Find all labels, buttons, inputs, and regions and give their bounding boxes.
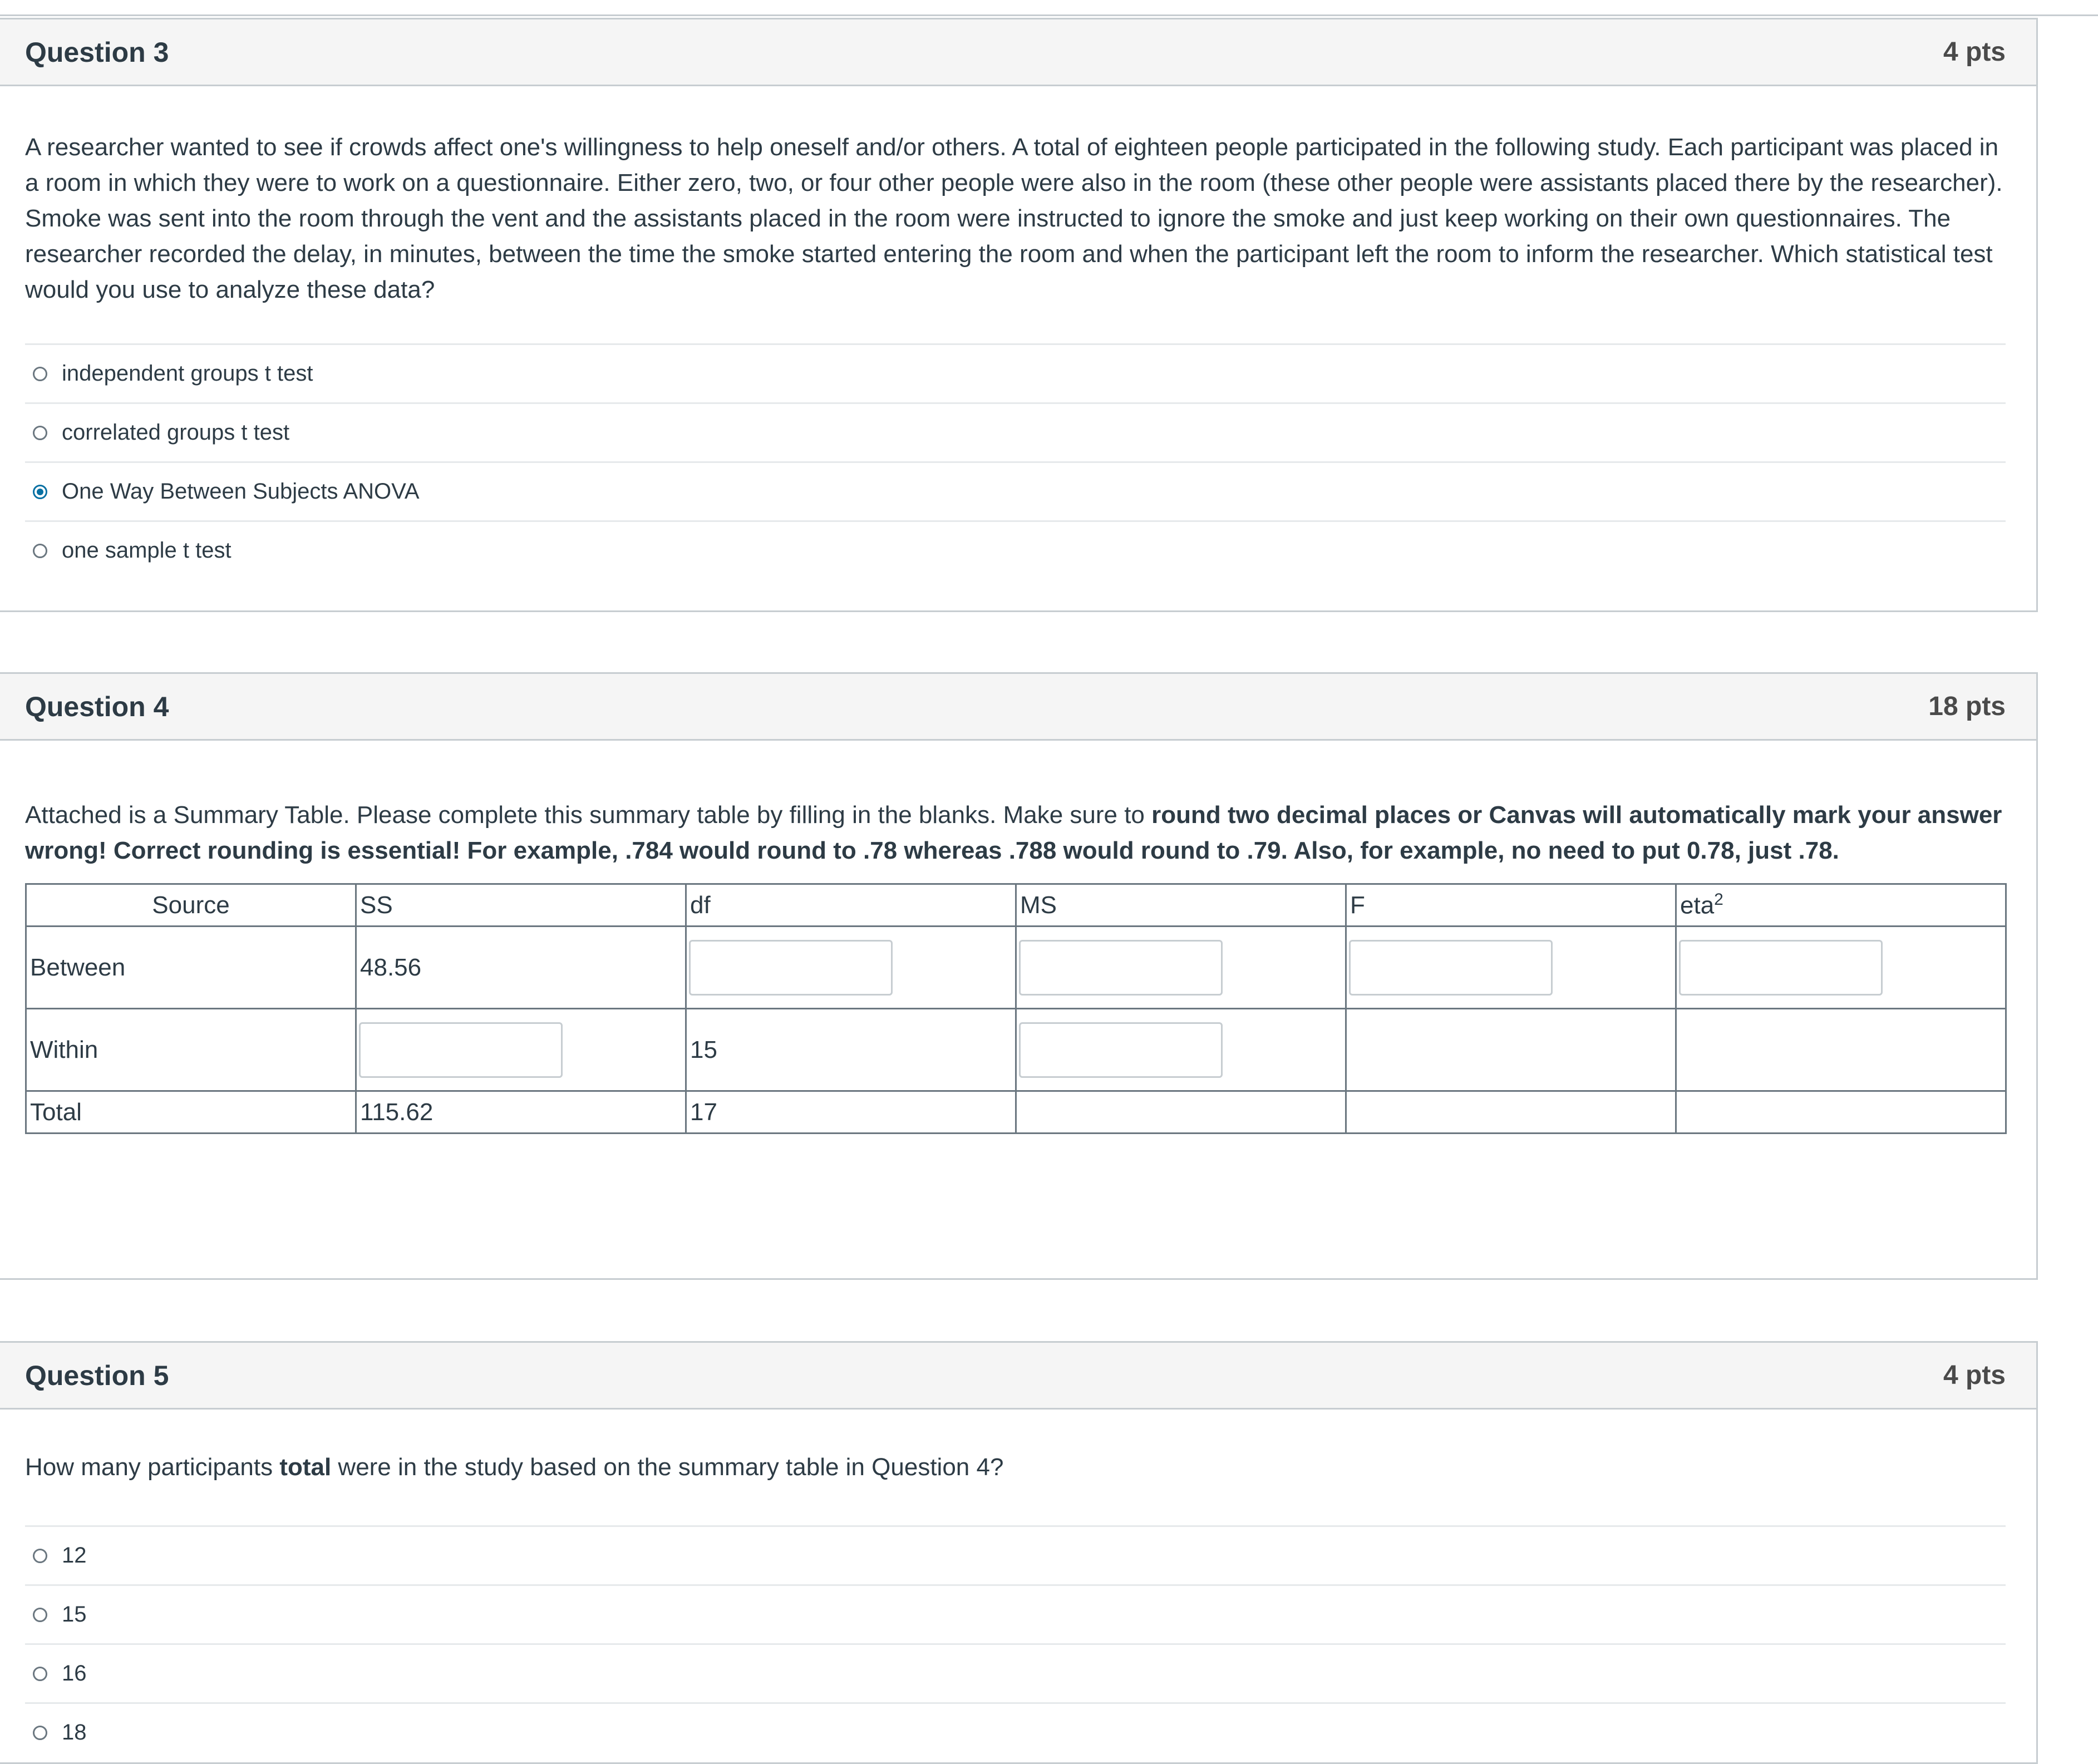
table-row-within (26, 1009, 2006, 1091)
answer-label: One Way Between Subjects ANOVA (62, 479, 420, 504)
cell-value: 115.62 (356, 1091, 686, 1134)
question-title: Question 5 (25, 1359, 169, 1391)
within-ss-input[interactable] (359, 1022, 563, 1078)
answer-option[interactable] (25, 463, 2006, 522)
header-ss: SS (356, 884, 686, 927)
row-label: Within (26, 1009, 356, 1091)
question-text-pre: How many participants (25, 1453, 280, 1481)
header-eta-label: eta (1680, 891, 1715, 919)
cell-empty (1346, 1009, 1676, 1091)
question-text-plain: Attached is a Summary Table. Please complete this summary table by filling in the blanks. Make sure to (25, 801, 1152, 829)
radio-button[interactable] (33, 367, 47, 381)
question-text: A researcher wanted to see if crowds affect one's willingness to help oneself and/or others. A total of eighteen people participated in the following study. Each participant was placed in a room in which they were to work on a questionnaire. Either zero, two, or four other people were also in the room (these other people were assistants placed there by the researcher). Smoke was sent into the room through the vent and the assistants placed in the room were instructed to ignore the smoke and just keep working on their own questionnaires. The researcher recorded the delay, in minutes, between the time the smoke started entering the room and when the participant left the room to inform the researcher. Which statistical test would you use to analyze these data? (25, 134, 2003, 303)
question-title: Question 4 (25, 691, 169, 722)
answer-option[interactable] (25, 1704, 2006, 1761)
cell-blank (1346, 927, 1676, 1009)
header-f: F (1346, 884, 1676, 927)
question-3-header (0, 19, 2036, 86)
answer-label: 16 (62, 1661, 87, 1686)
question-text-bold: round two decimal places or Canvas will automatically mark your answer wrong! Correct rounding is essential! For example, .784 would round to .78 whereas .788 would round to .79. Also, for example, no need to put 0.78, just .78. (25, 801, 2002, 864)
answer-label: one sample t test (62, 538, 232, 563)
question-points: 4 pts (1943, 1361, 2006, 1390)
answer-list (25, 343, 2006, 579)
question-text-post: were in the study based on the summary table in Question 4? (331, 1453, 1004, 1481)
header-df: df (686, 884, 1016, 927)
between-df-input[interactable] (689, 940, 893, 996)
question-text (25, 797, 2006, 869)
question-points: 4 pts (1943, 37, 2006, 67)
cell-empty (1676, 1009, 2006, 1091)
between-ms-input[interactable] (1019, 940, 1223, 996)
answer-label: independent groups t test (62, 361, 313, 386)
answer-option[interactable] (25, 404, 2006, 463)
radio-button[interactable] (33, 544, 47, 558)
cell-value: 48.56 (356, 927, 686, 1009)
cell-blank (1016, 1009, 1346, 1091)
question-4 (0, 672, 2038, 1280)
radio-button[interactable] (33, 1549, 47, 1563)
summary-table (25, 883, 2007, 1134)
cell-value: 17 (686, 1091, 1016, 1134)
answer-label: 18 (62, 1720, 87, 1745)
table-header-row (26, 884, 2006, 927)
answer-option[interactable] (25, 522, 2006, 579)
within-ms-input[interactable] (1019, 1022, 1223, 1078)
question-4-header (0, 674, 2036, 741)
radio-button[interactable] (33, 1667, 47, 1681)
question-text (25, 1450, 2006, 1485)
cell-empty (1346, 1091, 1676, 1134)
question-text-bold: total (279, 1453, 332, 1481)
cell-blank (686, 927, 1016, 1009)
f-input[interactable] (1349, 940, 1553, 996)
table-row-between (26, 927, 2006, 1009)
row-label: Total (26, 1091, 356, 1134)
table-row-total (26, 1091, 2006, 1134)
header-source: Source (26, 884, 356, 927)
question-5-header (0, 1343, 2036, 1410)
question-points: 18 pts (1928, 692, 2006, 721)
answer-label: 12 (62, 1543, 87, 1568)
header-eta-superscript: 2 (1714, 890, 1723, 909)
radio-button-selected[interactable] (33, 485, 47, 499)
cell-empty (1676, 1091, 2006, 1134)
cell-value: 15 (686, 1009, 1016, 1091)
answer-option[interactable] (25, 345, 2006, 404)
answer-option[interactable] (25, 1645, 2006, 1704)
header-ms: MS (1016, 884, 1346, 927)
answer-option[interactable] (25, 1527, 2006, 1586)
question-title: Question 3 (25, 36, 169, 68)
answer-label: 15 (62, 1602, 87, 1627)
answer-option[interactable] (25, 1586, 2006, 1645)
cell-blank (356, 1009, 686, 1091)
top-divider (0, 14, 2098, 16)
question-3 (0, 18, 2038, 612)
cell-blank (1016, 927, 1346, 1009)
answer-list (25, 1525, 2006, 1761)
question-5 (0, 1341, 2038, 1764)
eta-squared-input[interactable] (1679, 940, 1883, 996)
radio-button[interactable] (33, 426, 47, 440)
cell-blank (1676, 927, 2006, 1009)
radio-button[interactable] (33, 1608, 47, 1622)
header-eta (1676, 884, 2006, 927)
cell-empty (1016, 1091, 1346, 1134)
radio-button[interactable] (33, 1726, 47, 1740)
answer-label: correlated groups t test (62, 420, 290, 445)
row-label: Between (26, 927, 356, 1009)
